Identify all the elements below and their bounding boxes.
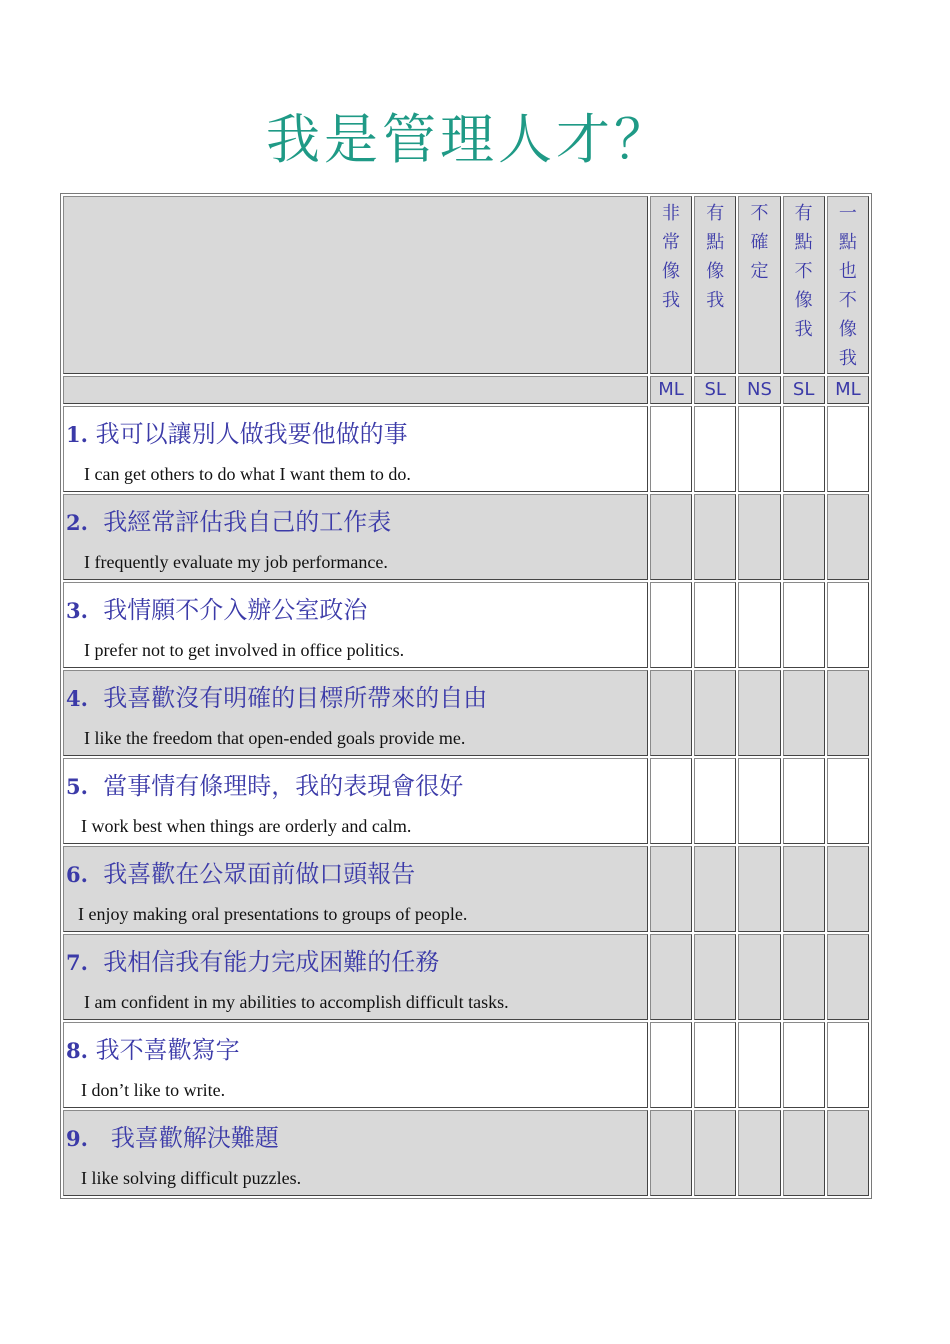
question-en: I frequently evaluate my job performance. — [84, 552, 388, 572]
answer-cell-ML[interactable] — [827, 406, 869, 492]
question-number: 2. — [66, 510, 88, 535]
answer-cell-ML[interactable] — [650, 758, 692, 844]
answer-cell-SL[interactable] — [694, 494, 736, 580]
answer-cell-SL[interactable] — [783, 406, 825, 492]
header-cell — [738, 196, 780, 374]
abbr-cell — [650, 376, 692, 404]
answer-cell-SL[interactable] — [694, 670, 736, 756]
scale-label: 有點不像我 — [794, 203, 813, 340]
abbr-cell — [694, 376, 736, 404]
question-en: I prefer not to get involved in office politics. — [84, 640, 405, 660]
question-number: 6. — [66, 862, 88, 887]
question-zh: 我經常評估我自己的工作表 — [103, 508, 392, 536]
answer-cell-SL[interactable] — [783, 846, 825, 932]
question-row — [63, 494, 869, 580]
answer-cell-SL[interactable] — [783, 494, 825, 580]
answer-cell-ML[interactable] — [827, 1110, 869, 1196]
question-cell — [63, 494, 648, 580]
question-zh: 當事情有條理時，我的表現會很好 — [103, 772, 464, 800]
question-number: 5. — [66, 774, 88, 799]
question-cell — [63, 934, 648, 1020]
question-number: 4. — [66, 686, 88, 711]
scale-header-row — [63, 196, 869, 374]
abbr-cell — [738, 376, 780, 404]
question-cell — [63, 1022, 648, 1108]
answer-cell-SL[interactable] — [783, 934, 825, 1020]
scale-abbr-row — [63, 376, 869, 404]
scale-label: 一點也不像我 — [838, 203, 857, 369]
survey-table — [60, 193, 872, 1199]
question-zh: 我喜歡解決難題 — [110, 1124, 279, 1152]
question-cell — [63, 1110, 648, 1196]
answer-cell-ML[interactable] — [827, 934, 869, 1020]
answer-cell-NS[interactable] — [738, 1022, 780, 1108]
question-zh: 我情願不介入辦公室政治 — [103, 596, 368, 624]
question-en: I like solving difficult puzzles. — [81, 1168, 302, 1188]
question-en: I work best when things are orderly and calm. — [81, 816, 412, 836]
answer-cell-NS[interactable] — [738, 670, 780, 756]
question-en: I enjoy making oral presentations to groups of people. — [78, 904, 468, 924]
question-zh: 我可以讓別人做我要他做的事 — [95, 420, 408, 448]
answer-cell-NS[interactable] — [738, 846, 780, 932]
answer-cell-SL[interactable] — [783, 582, 825, 668]
answer-cell-NS[interactable] — [738, 934, 780, 1020]
question-number: 1. — [66, 422, 88, 447]
abbr-cell — [827, 376, 869, 404]
answer-cell-SL[interactable] — [694, 406, 736, 492]
question-number: 3. — [66, 598, 88, 623]
question-en: I am confident in my abilities to accomplish difficult tasks. — [84, 992, 509, 1012]
question-cell — [63, 406, 648, 492]
scale-abbr: SL — [792, 379, 815, 400]
question-zh: 我不喜歡寫字 — [95, 1036, 240, 1064]
answer-cell-ML[interactable] — [827, 1022, 869, 1108]
answer-cell-SL[interactable] — [783, 1110, 825, 1196]
question-zh: 我喜歡沒有明確的目標所帶來的自由 — [103, 684, 488, 712]
answer-cell-SL[interactable] — [694, 934, 736, 1020]
question-number: 7. — [66, 950, 88, 975]
answer-cell-SL[interactable] — [783, 670, 825, 756]
question-row — [63, 1110, 869, 1196]
question-en: I like the freedom that open-ended goals provide me. — [84, 728, 466, 748]
question-cell — [63, 670, 648, 756]
answer-cell-SL[interactable] — [694, 758, 736, 844]
answer-cell-ML[interactable] — [827, 670, 869, 756]
answer-cell-ML[interactable] — [827, 582, 869, 668]
answer-cell-SL[interactable] — [783, 1022, 825, 1108]
answer-cell-SL[interactable] — [694, 582, 736, 668]
question-row — [63, 406, 869, 492]
question-zh: 我喜歡在公眾面前做口頭報告 — [103, 860, 416, 888]
answer-cell-ML[interactable] — [827, 846, 869, 932]
answer-cell-SL[interactable] — [694, 1110, 736, 1196]
header-cell — [650, 196, 692, 374]
question-row — [63, 934, 869, 1020]
answer-cell-ML[interactable] — [650, 670, 692, 756]
scale-label: 有點像我 — [706, 203, 725, 311]
abbr-cell — [783, 376, 825, 404]
scale-abbr: SL — [704, 379, 726, 400]
question-en: I don’t like to write. — [81, 1080, 226, 1100]
question-number: 9. — [66, 1126, 88, 1151]
question-row — [63, 1022, 869, 1108]
answer-cell-SL[interactable] — [783, 758, 825, 844]
scale-abbr: ML — [835, 379, 861, 400]
question-row — [63, 582, 869, 668]
answer-cell-ML[interactable] — [650, 1110, 692, 1196]
scale-abbr: NS — [746, 379, 772, 400]
answer-cell-NS[interactable] — [738, 758, 780, 844]
scale-label: 不確定 — [750, 203, 769, 282]
abbr-blank-cell — [63, 376, 648, 404]
question-cell — [63, 582, 648, 668]
answer-cell-ML[interactable] — [827, 758, 869, 844]
header-blank-cell — [63, 196, 648, 374]
scale-abbr: ML — [658, 379, 684, 400]
question-row — [63, 758, 869, 844]
answer-cell-SL[interactable] — [694, 1022, 736, 1108]
question-cell — [63, 758, 648, 844]
answer-cell-ML[interactable] — [650, 1022, 692, 1108]
answer-cell-ML[interactable] — [650, 406, 692, 492]
answer-cell-NS[interactable] — [738, 1110, 780, 1196]
question-zh: 我相信我有能力完成困難的任務 — [103, 948, 440, 976]
question-cell — [63, 846, 648, 932]
question-number: 8. — [66, 1038, 88, 1063]
header-cell — [694, 196, 736, 374]
question-en: I can get others to do what I want them to do. — [84, 464, 411, 484]
answer-cell-SL[interactable] — [694, 846, 736, 932]
question-row — [63, 846, 869, 932]
answer-cell-ML[interactable] — [650, 582, 692, 668]
answer-cell-ML[interactable] — [650, 494, 692, 580]
answer-cell-NS[interactable] — [738, 406, 780, 492]
header-cell — [827, 196, 869, 374]
answer-cell-NS[interactable] — [738, 494, 780, 580]
question-row — [63, 670, 869, 756]
page-title: 我是管理人才？ — [266, 108, 672, 171]
answer-cell-ML[interactable] — [650, 846, 692, 932]
answer-cell-NS[interactable] — [738, 582, 780, 668]
scale-label: 非常像我 — [662, 203, 680, 311]
answer-cell-ML[interactable] — [650, 934, 692, 1020]
answer-cell-ML[interactable] — [827, 494, 869, 580]
header-cell — [783, 196, 825, 374]
